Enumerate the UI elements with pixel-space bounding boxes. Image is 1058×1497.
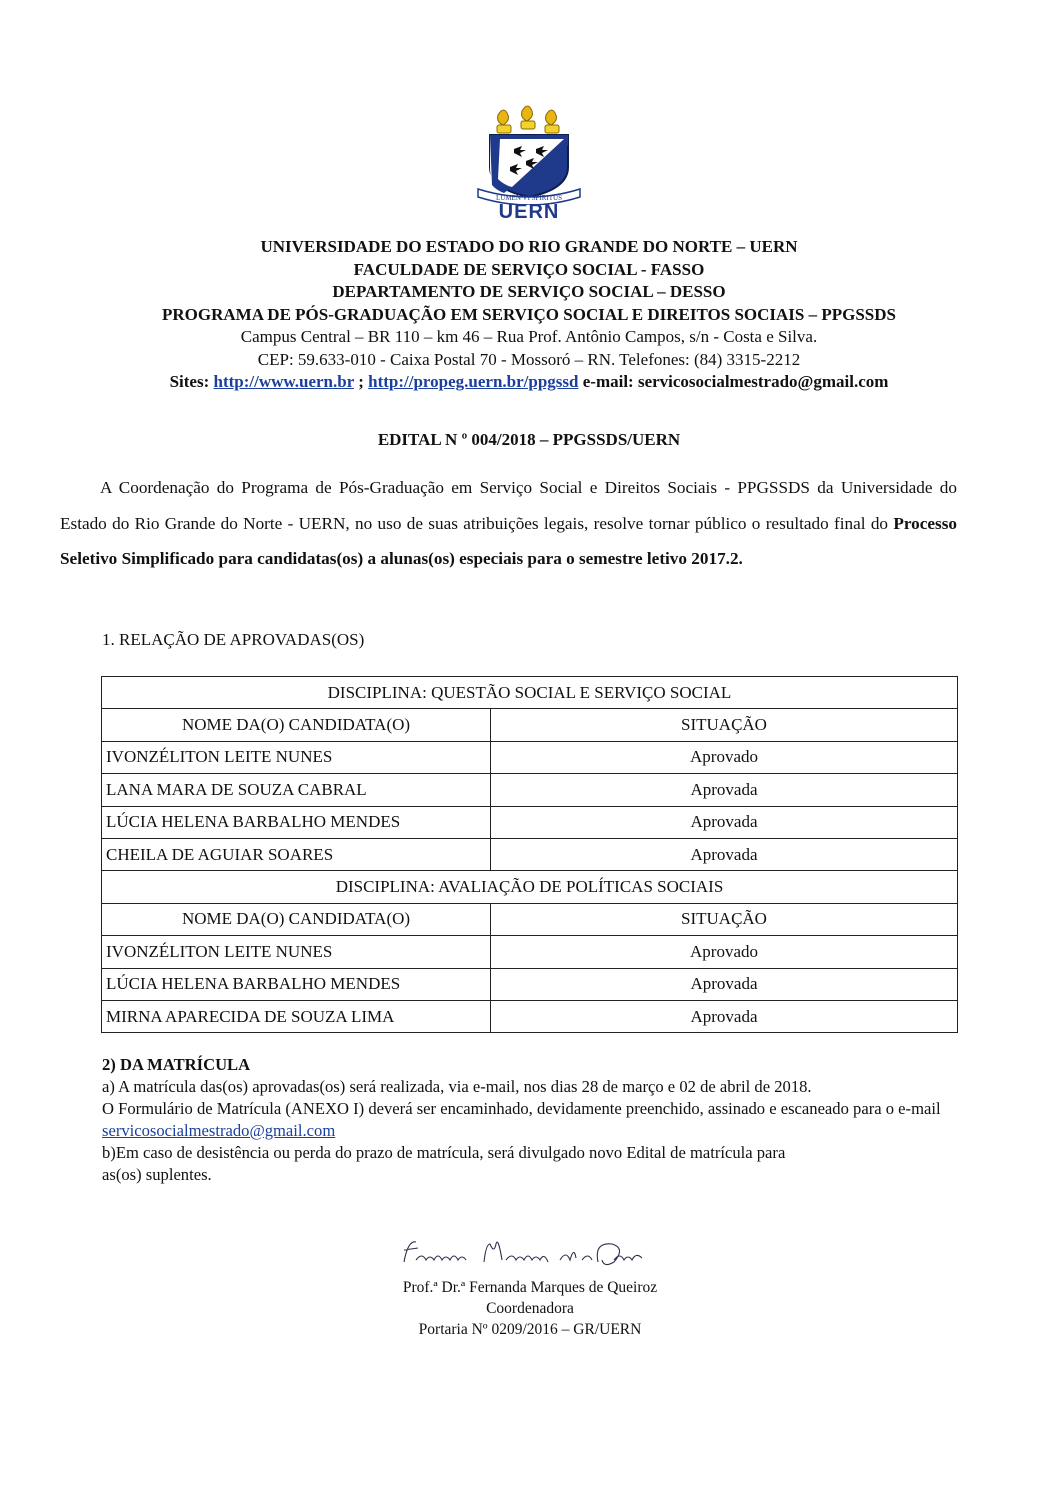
- column-header-name: NOME DA(O) CANDIDATA(O): [102, 709, 491, 741]
- table-row: [102, 968, 958, 1000]
- column-header-row: [102, 903, 958, 935]
- candidate-name: LANA MARA DE SOUZA CABRAL: [102, 774, 491, 806]
- section2: [102, 1054, 982, 1186]
- signer-portaria: Portaria Nº 0209/2016 – GR/UERN: [418, 1321, 642, 1338]
- column-header-name: NOME DA(O) CANDIDATA(O): [102, 903, 491, 935]
- header-department: DEPARTAMENTO DE SERVIÇO SOCIAL – DESSO: [332, 282, 726, 301]
- table-row: [102, 806, 958, 838]
- discipline-title: DISCIPLINA: AVALIAÇÃO DE POLÍTICAS SOCIAIS: [102, 871, 958, 903]
- site-link-uern[interactable]: http://www.uern.br: [213, 372, 354, 391]
- header-email: e-mail: servicosocialmestrado@gmail.com: [582, 372, 889, 391]
- section2-item-a: a) A matrícula das(os) aprovadas(os) será realizada, via e-mail, nos dias 28 de março e 02 de abril de 2018.: [102, 1077, 812, 1096]
- header-university: UNIVERSIDADE DO ESTADO DO RIO GRANDE DO NORTE – UERN: [260, 237, 798, 256]
- candidate-name: LÚCIA HELENA BARBALHO MENDES: [102, 968, 491, 1000]
- logo-text: UERN: [498, 201, 560, 223]
- table-row: [102, 838, 958, 870]
- discipline-title: DISCIPLINA: QUESTÃO SOCIAL E SERVIÇO SOCIAL: [102, 677, 958, 709]
- column-header-row: [102, 709, 958, 741]
- candidate-name: IVONZÉLITON LEITE NUNES: [102, 741, 491, 773]
- section2-item-b-cont: [102, 1164, 982, 1186]
- section2-form-text: [102, 1098, 982, 1142]
- column-header-status: SITUAÇÃO: [491, 709, 958, 741]
- university-crest-icon: [470, 105, 588, 205]
- candidate-name: LÚCIA HELENA BARBALHO MENDES: [102, 806, 491, 838]
- header-faculty: FACULDADE DE SERVIÇO SOCIAL - FASSO: [353, 259, 705, 279]
- table-row: [102, 774, 958, 806]
- signer-role: Coordenadora: [486, 1300, 574, 1317]
- candidate-name: CHEILA DE AGUIAR SOARES: [102, 838, 491, 870]
- handwritten-signature: [398, 1232, 658, 1272]
- uern-logo: [470, 105, 588, 227]
- site-link-ppgssd[interactable]: http://propeg.uern.br/ppgssd: [368, 372, 579, 391]
- email-link[interactable]: servicosocialmestrado@gmail.com: [102, 1121, 336, 1140]
- form-text: O Formulário de Matrícula (ANEXO I) deverá ser encaminhado, devidamente preenchido, assinado e escaneado para o e-mail: [102, 1099, 941, 1118]
- candidate-status: Aprovado: [491, 741, 958, 773]
- signer-name: Prof.ª Dr.ª Fernanda Marques de Queiroz: [402, 1279, 658, 1296]
- signature-block: [330, 1277, 730, 1340]
- candidate-status: Aprovada: [491, 806, 958, 838]
- candidate-status: Aprovada: [491, 1000, 958, 1032]
- candidate-name: IVONZÉLITON LEITE NUNES: [102, 936, 491, 968]
- table-row: [102, 1000, 958, 1032]
- discipline-header-row: [102, 677, 958, 709]
- header-contact: CEP: 59.633-010 - Caixa Postal 70 - Mossoró – RN. Telefones: (84) 3315-2212: [257, 349, 801, 369]
- logo-motto: LUMEN VI SPIRITUS: [496, 194, 562, 202]
- column-header-status: SITUAÇÃO: [491, 903, 958, 935]
- discipline-header-row: [102, 871, 958, 903]
- section1-title: 1. RELAÇÃO DE APROVADAS(OS): [102, 630, 365, 649]
- candidate-status: Aprovada: [491, 774, 958, 806]
- intro-bold: Processo Seletivo Simplificado para candidatas(os) a alunas(os) especiais para o semestre letivo 2017.2.: [60, 513, 957, 568]
- section2-item-b-cont-text: as(os) suplentes.: [102, 1165, 212, 1184]
- results-table: [101, 676, 958, 1033]
- intro-paragraph: [60, 470, 957, 577]
- header-address: Campus Central – BR 110 – km 46 – Rua Prof. Antônio Campos, s/n - Costa e Silva.: [240, 327, 818, 346]
- sites-label: Sites:: [169, 372, 210, 391]
- section2-title: 2) DA MATRÍCULA: [102, 1055, 251, 1074]
- sites-separator: ;: [353, 372, 369, 391]
- table-row: [102, 741, 958, 773]
- header-sites: [60, 371, 998, 394]
- edital-title: EDITAL N º 004/2018 – PPGSSDS/UERN: [377, 430, 681, 449]
- candidate-status: Aprovada: [491, 968, 958, 1000]
- candidate-status: Aprovado: [491, 936, 958, 968]
- intro-text: A Coordenação do Programa de Pós-Graduação em Serviço Social e Direitos Sociais - PPGSSDS da Universidade do Estado do Rio Grande do Norte - UERN, no uso de suas atribuições legais, resolve tornar público o resultado final do: [60, 478, 957, 533]
- candidate-status: Aprovada: [491, 838, 958, 870]
- table-row: [102, 936, 958, 968]
- document-header: [60, 236, 998, 394]
- candidate-name: MIRNA APARECIDA DE SOUZA LIMA: [102, 1000, 491, 1032]
- header-program: PROGRAMA DE PÓS-GRADUAÇÃO EM SERVIÇO SOCIAL E DIREITOS SOCIAIS – PPGSSDS: [162, 304, 896, 324]
- section2-item-b: b)Em caso de desistência ou perda do prazo de matrícula, será divulgado novo Edital de matrícula para: [102, 1143, 786, 1162]
